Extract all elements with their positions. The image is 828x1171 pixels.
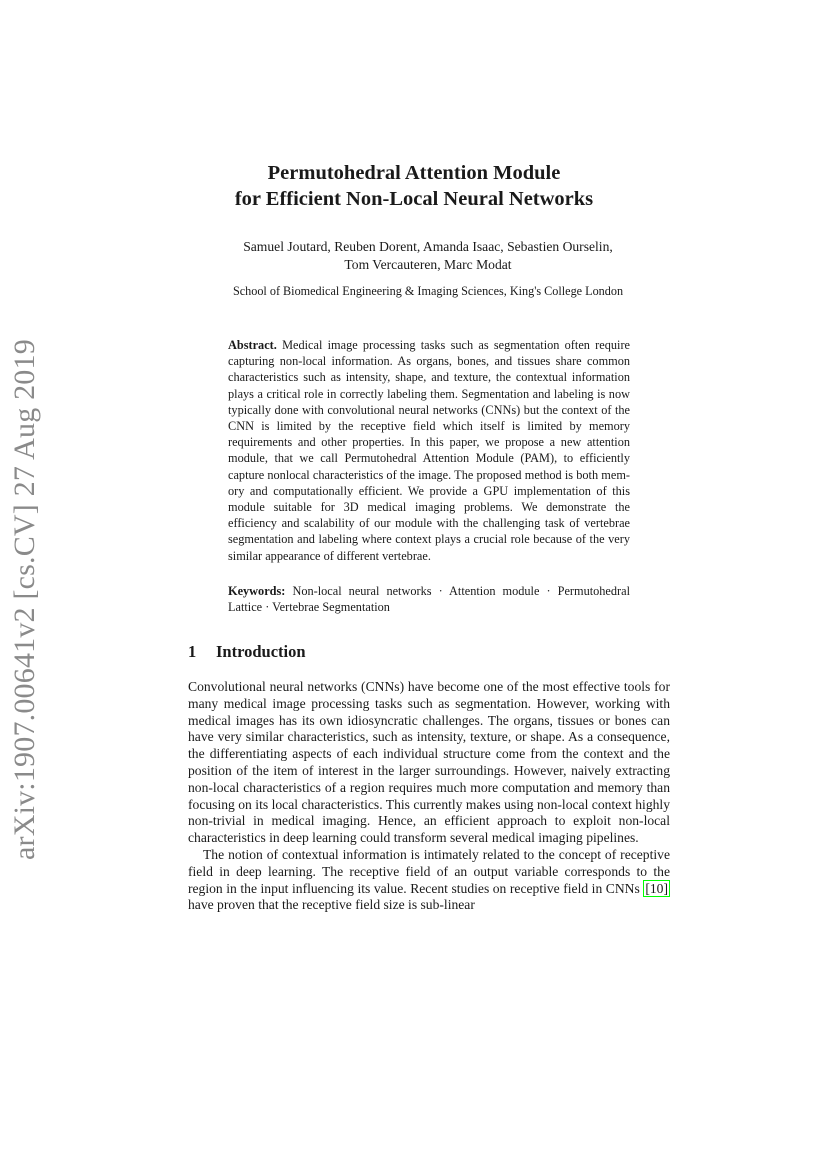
affiliation: School of Biomedical Engineering & Imaging Sciences, King's College London <box>232 284 624 298</box>
section-number: 1 <box>188 642 197 661</box>
paragraph-2-text-before: The notion of contextual information is intimately related to the concept of receptive field in deep learning. The receptive field of an output variable corresponds to the region in the input influencing its value. Recent studies on receptive field in CNNs <box>188 846 670 896</box>
introduction-body <box>188 679 670 914</box>
authors-line-1: Samuel Joutard, Reuben Dorent, Amanda Isaac, Sebastien Ourselin, <box>243 239 613 254</box>
keywords-label: Keywords: <box>228 584 286 598</box>
authors-line-2: Tom Vercauteren, Marc Modat <box>344 257 512 272</box>
paragraph-1: Convolutional neural networks (CNNs) have become one of the most effective tools for many medical image processing tasks such as segmentation. However, working with medical images has its own idiosyncratic challenges. The organs, tissues or bones can have very similar characteristics, such as intensity, texture, or shape. As a consequence, the differentiating aspects of each individual structure come from the context and the position of the item of interest in the larger surroundings. However, naively extracting non-local characteristics of a region requires much more computation and memory than focusing on its local characteristics. This currently makes using non-local context highly non-trivial in medical imaging. Hence, an efficient approach to exploit non-local characteristics in deep learning could transform several medical imaging pipelines. <box>188 679 670 846</box>
section-title: Introduction <box>216 642 306 661</box>
paragraph-2-text-after: have proven that the receptive field size is sub-linear <box>188 897 475 913</box>
keywords-text: Non-local neural networks · Attention module · Permutohedral Lattice · Vertebrae Segmentation <box>228 584 631 615</box>
arxiv-identifier-stamp: arXiv:1907.00641v2 [cs.CV] 27 Aug 2019 <box>8 339 41 860</box>
abstract-label: Abstract. <box>228 338 277 352</box>
abstract <box>228 337 630 564</box>
citation-link[interactable]: [10] <box>645 880 668 896</box>
paper-title-line-2: for Efficient Non-Local Neural Networks <box>234 188 594 210</box>
citation-number[interactable]: 10 <box>649 880 664 896</box>
keywords <box>228 583 630 615</box>
author-list <box>0 238 828 274</box>
paragraph-2 <box>188 847 670 914</box>
paper-title <box>0 160 828 212</box>
paper-title-line-1: Permutohedral Attention Module <box>267 162 561 184</box>
abstract-text: Medical image processing tasks such as segmentation often require capturing non-local information. As organs, bones, and tissues share common characteristics such as intensity, shape, and texture, the contextual information plays a critical role in correctly labeling them. Segmentation and labeling is now typically done with convolutional neural networks (CNNs) but the context of the CNN is limited by the receptive field which itself is limited by memory requirements and other properties. In this paper, we propose a new attention module, that we call Permutohedral Attention Module (PAM), to efficiently capture nonlocal characteristics of the image. The proposed method is both memory and computationally efficient. We provide a GPU implementation of this module suitable for 3D medical imaging problems. We demonstrate the efficiency and scalability of our module with the challenging task of vertebrae segmentation and labeling where context plays a crucial role because of the very similar appearance of different vertebrae. <box>228 338 630 563</box>
section-heading-introduction <box>188 642 306 662</box>
